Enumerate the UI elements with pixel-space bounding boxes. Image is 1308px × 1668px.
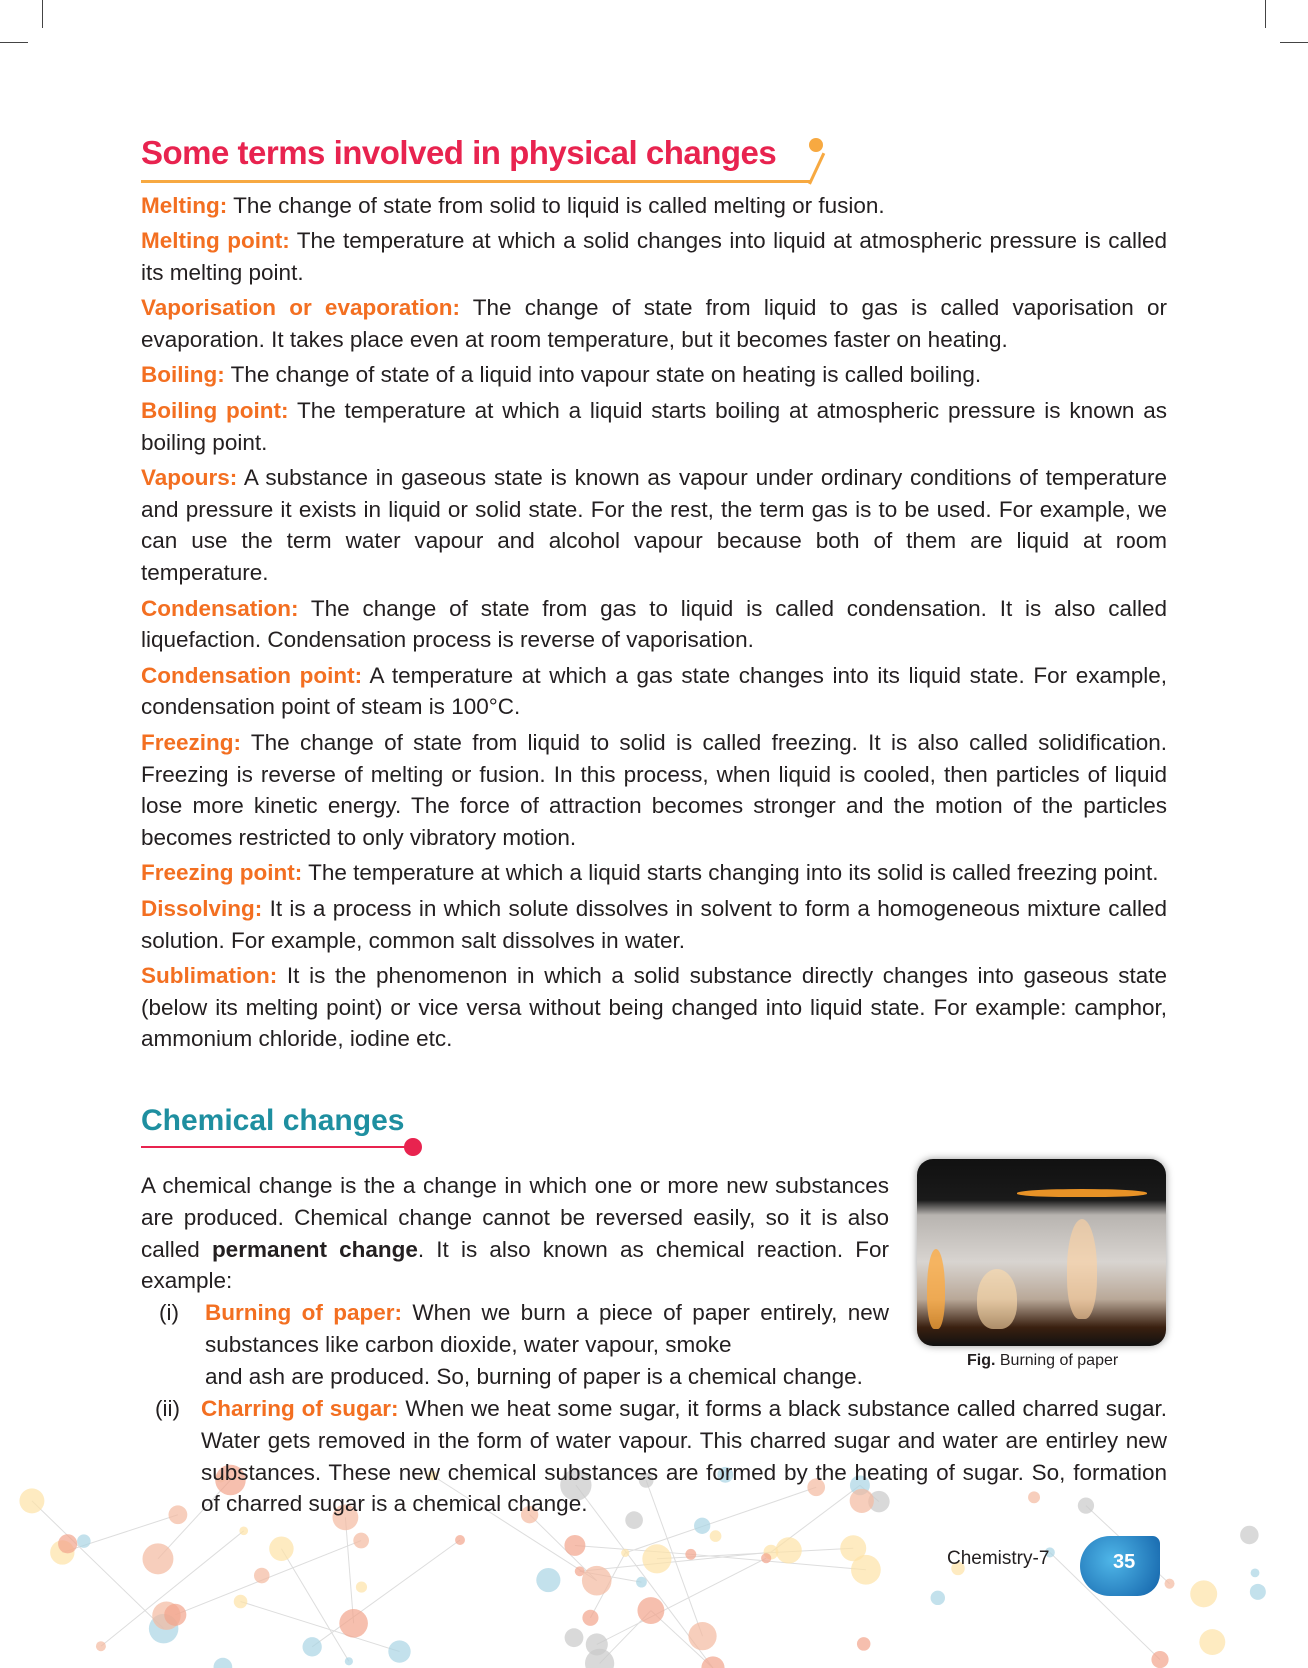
subsection-underline [141,1146,411,1148]
item-number: (ii) [155,1396,180,1421]
subsection-title: Chemical changes [141,1104,405,1137]
term-definition [141,462,1167,589]
molecule-atom [356,1582,367,1593]
molecule-bond [597,1558,766,1644]
molecule-atom [254,1568,270,1584]
term-label: Boiling: [141,362,225,388]
term-definition [141,727,1167,854]
page-number: 35 [1113,1551,1136,1573]
molecule-atom [685,1549,696,1560]
item-text-last: and ash are produced. So, burning of paper is a chemical change. [205,1364,863,1389]
term-definition [141,660,1167,724]
molecule-atom [636,1577,647,1588]
molecule-atom [688,1622,716,1650]
term-label: Sublimation: [141,962,278,988]
term-text: It is the phenomenon in which a solid substance directly changes into gaseous state (below its melting point) or vice versa without being changed into liquid state. For example: camphor, ammonium chloride, iodine etc. [141,962,1167,1052]
molecule-bond [575,1545,691,1554]
term-text: A temperature at which a gas state changes into its liquid state. For example, condensation point of steam is 100°C. [141,662,1167,720]
term-label: Condensation: [141,595,299,621]
term-definition [141,593,1167,657]
term-definition [141,857,1167,889]
flame [927,1249,945,1329]
molecule-atom [96,1641,106,1651]
molecule-atom [345,1657,353,1665]
flame [977,1269,1017,1329]
term-text: The temperature at which a liquid starts boiling at atmospheric pressure is known as boiling point. [141,397,1167,455]
title-decoration-dot [809,138,823,152]
term-definition [141,292,1167,356]
term-definition [141,225,1167,289]
molecule-atom [303,1637,322,1656]
term-label: Vaporisation or evaporation: [141,295,460,321]
term-text: The change of state from liquid to gas is called vaporisation or evaporation. It takes place even at room temperature, but it becomes faster on heating. [141,295,1167,353]
term-text: The temperature at which a solid changes into liquid at atmospheric pressure is called its melting point. [141,228,1167,286]
molecule-atom [1151,1651,1168,1668]
molecule-atom [761,1553,771,1563]
molecule-atom [455,1535,465,1545]
molecule-atom [840,1535,866,1561]
term-text: The change of state from gas to liquid is called condensation. It is also called liquefaction. Condensation process is reverse of vaporisation. [141,595,1167,653]
term-label: Dissolving: [141,895,263,921]
section-title: Some terms involved in physical changes [141,134,777,171]
flame [1067,1219,1097,1319]
intro-text: A chemical change is the a change in which one or more new substances are produced. Chemical change cannot be reversed easily, so it is also called [141,1173,889,1262]
title-underline [141,180,811,183]
molecule-atom [536,1568,560,1592]
term-definition [141,395,1167,459]
figure-label: Fig. [967,1352,996,1369]
term-text: The change of state of a liquid into vapour state on heating is called boiling. [224,362,982,388]
molecule-atom [931,1591,945,1605]
molecule-atom [1251,1568,1260,1577]
molecule-atom [857,1637,871,1651]
subsection-dot [404,1138,422,1156]
item-term: Burning of paper: [205,1300,402,1325]
term-text: The temperature at which a liquid starts changing into its solid is called freezing point. [302,860,1159,886]
molecule-atom [565,1628,584,1647]
molecule-atom [710,1530,722,1542]
term-text: The change of state from liquid to solid is called freezing. It is also called solidification. Freezing is reverse of melting or fusion. In this process, when liquid is cooled, then particles of liquid lose more kinetic energy. The force of attraction becomes stronger and the motion of the particles becomes restricted to only vibratory motion. [141,729,1167,851]
crop-mark [42,0,43,28]
figure-caption-text: Burning of paper [995,1352,1119,1369]
molecule-atom [388,1640,410,1662]
flame [1017,1189,1147,1197]
molecule-atom [1190,1580,1217,1607]
molecule-atom [269,1536,293,1560]
book-name: Chemistry-7 [947,1548,1050,1569]
molecule-atom [621,1549,629,1557]
molecule-atom [164,1604,186,1626]
molecule-atom [575,1566,585,1576]
molecule-atom [776,1537,802,1563]
list-item-burning [205,1297,889,1361]
term-definition [141,359,1167,391]
molecule-atom [642,1544,671,1573]
molecule-atom [142,1543,173,1574]
term-label: Melting: [141,193,228,218]
crop-mark [1280,42,1308,43]
molecule-atom [339,1609,368,1638]
crop-mark [0,42,28,43]
molecule-atom [58,1534,77,1553]
molecule-bond [345,1517,353,1623]
term-label: Boiling point: [141,397,289,423]
term-text: The change of state from solid to liquid is called melting or fusion. [227,193,885,218]
terms-list [141,190,1167,1059]
molecule-atom [234,1595,248,1609]
molecule-atom [1250,1584,1266,1600]
molecule-atom [582,1610,598,1626]
term-label: Melting point: [141,228,290,254]
molecule-atom [239,1526,248,1535]
term-definition [141,190,1167,222]
term-text: It is a process in which solute dissolves in solvent to form a homogeneous mixture called solution. For example, common salt dissolves in water. [141,895,1167,953]
item-text: When we heat some sugar, it forms a black substance called charred sugar. Water gets removed in the form of water vapour. This charred sugar and water are entirley new substances. These new chemical substances are formed by the heating of sugar. So, formation of charred sugar is a chemical change. [201,1396,1167,1517]
item-text: When we burn a piece of paper entirely, new substances like carbon dioxide, water vapour, smoke [205,1300,889,1357]
burning-paper-image [917,1159,1166,1346]
term-definition [141,960,1167,1055]
chemical-change-intro [141,1170,889,1297]
molecule-atom [19,1488,44,1513]
term-label: Condensation point: [141,662,363,688]
item-term: Charring of sugar: [201,1396,399,1421]
crop-mark [1265,0,1266,28]
figure-caption [967,1352,1118,1370]
term-text: A substance in gaseous state is known as vapour under ordinary conditions of temperature and pressure it exists in liquid or solid state. For the rest, the term gas is to be used. For example, we can use the term water vapour and alcohol vapour because both of them are liquid at room temperature. [141,464,1167,586]
molecule-atom [637,1597,664,1624]
molecule-atom [1240,1526,1259,1545]
item-number: (i) [159,1300,179,1325]
list-item-charring [201,1393,1167,1520]
term-label: Freezing point: [141,860,303,886]
molecule-atom [214,1658,233,1668]
intro-bold: permanent change [211,1236,418,1262]
molecule-atom [1199,1629,1225,1655]
molecule-atom [168,1505,187,1524]
molecule-atom [564,1535,585,1556]
molecule-atom [353,1533,369,1549]
term-definition [141,893,1167,957]
molecule-atom [701,1656,724,1668]
term-label: Freezing: [141,729,242,755]
intro-text: . It is also known as chemical reaction. For example: [141,1236,889,1294]
molecule-atom [582,1566,612,1596]
term-label: Vapours: [141,464,238,490]
molecule-atom [1165,1579,1175,1589]
molecule-atom [77,1534,91,1548]
title-decoration [808,153,825,185]
